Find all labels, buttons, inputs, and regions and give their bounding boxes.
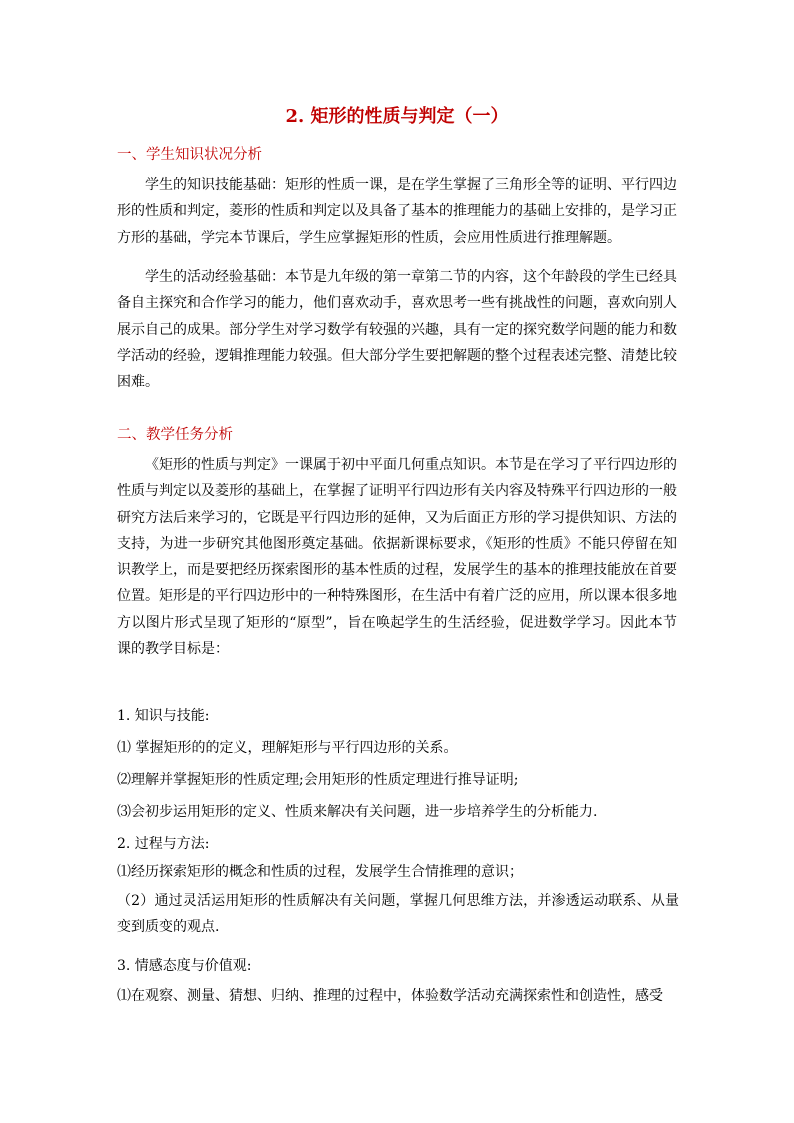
objective-item: ⑴经历探索矩形的概念和性质的过程，发展学生合情推理的意识； bbox=[117, 864, 523, 880]
objective-title-knowledge: 1. 知识与技能: bbox=[117, 708, 210, 724]
section-heading-student-analysis: 一、学生知识状况分析 bbox=[117, 147, 262, 163]
objective-title-process: 2. 过程与方法: bbox=[117, 836, 210, 852]
paragraph-activity-basis: 学生的活动经验基础：本节是九年级的第一章第二节的内容，这个年龄段的学生已经具备自主探究和合作学习的能力，他们喜欢动手，喜欢思考一些有挑战性的问题，喜欢向别人展示自己的成果。部分学生对学习数学有较强的兴趣，具有一定的探究数学问题的能力和数学活动的经验，逻辑推理能力较强。但大部分学生要把解题的整个过程表述完整、清楚比较困难。 bbox=[117, 269, 677, 391]
objective-item: ⑶会初步运用矩形的定义、性质来解决有关问题，进一步培养学生的分析能力. bbox=[117, 804, 598, 820]
paragraph-knowledge-basis: 学生的知识技能基础：矩形的性质一课，是在学生掌握了三角形全等的证明、平行四边形的性质和判定，菱形的性质和判定以及具备了基本的推理能力的基础上安排的，是学习正方形的基础，学完本节课后，学生应掌握矩形的性质，会应用性质进行推理解题。 bbox=[117, 177, 677, 246]
paragraph-task-analysis: 《矩形的性质与判定》一课属于初中平面几何重点知识。本节是在学习了平行四边形的性质与判定以及菱形的基础上，在掌握了证明平行四边形有关内容及特殊平行四边形的一般研究方法后来学习的，它既是平行四边形的延伸，又为后面正方形的学习提供知识、方法的支持，为进一步研究其他图形奠定基础。依据新课标要求，《矩形的性质》不能只停留在知识教学上，而是要把经历探索图形的基本性质的过程，发展学生的基本的推理技能放在首要位置。矩形是的平行四边形中的一种特殊图形，在生活中有着广泛的应用，所以课本很多地方以图片形式呈现了矩形的“原型”，旨在唤起学生的生活经验，促进数学学习。因此本节课的教学目标是： bbox=[117, 457, 677, 658]
page-title: 2. 矩形的性质与判定（一） bbox=[285, 106, 509, 127]
objective-item: ⑴ 掌握矩形的的定义，理解矩形与平行四边形的关系。 bbox=[117, 740, 458, 756]
objective-item: （2）通过灵活运用矩形的性质解决有关问题，掌握几何思维方法，并渗透运动联系、从量变到质变的观点. bbox=[117, 893, 679, 936]
objective-item: ⑴在观察、测量、猜想、归纳、推理的过程中，体验数学活动充满探索性和创造性，感受 bbox=[117, 988, 663, 1004]
section-heading-task-analysis: 二、教学任务分析 bbox=[117, 427, 233, 443]
objective-item: ⑵理解并掌握矩形的性质定理;会用矩形的性质定理进行推导证明; bbox=[117, 772, 519, 788]
objective-title-attitude: 3. 情感态度与价值观: bbox=[117, 958, 252, 974]
